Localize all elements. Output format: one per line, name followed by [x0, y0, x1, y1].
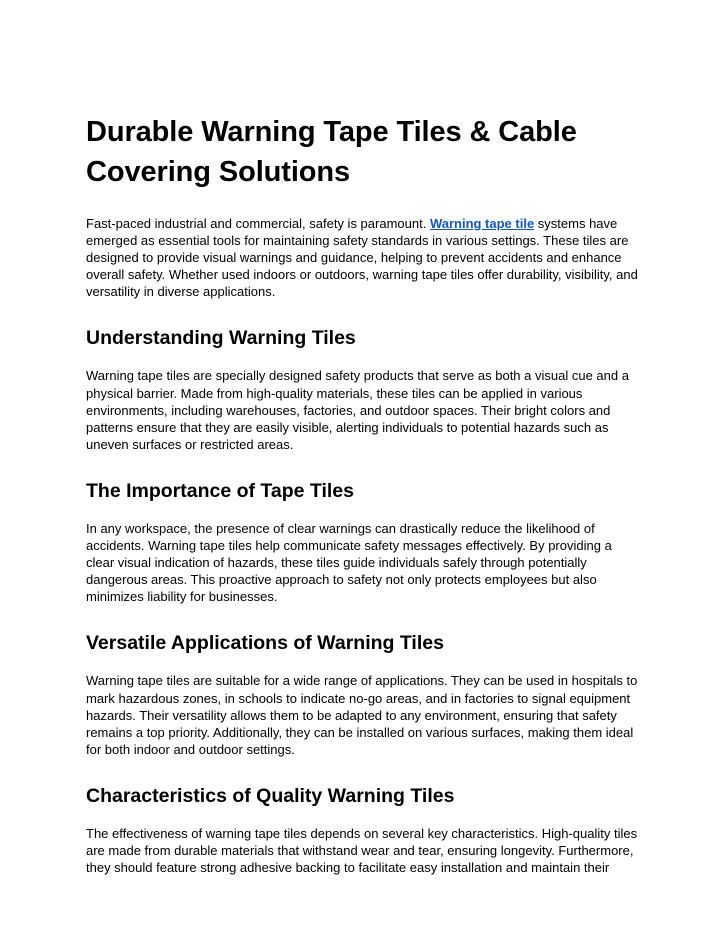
section-paragraph: In any workspace, the presence of clear warnings can drastically reduce the likelihood of accidents. Warning tape tiles help communicate safety messages effectively. By providing a clear visual indication of hazards, these tiles guide individuals safely through potentially dangerous areas. This proactive approach to safety not only protects employees but also minimizes liability for businesses.	[86, 520, 612, 605]
section-heading: Characteristics of Quality Warning Tiles	[86, 784, 455, 807]
section-characteristics-quality-tiles	[86, 783, 640, 876]
section-heading: Understanding Warning Tiles	[86, 327, 356, 350]
page-title: Durable Warning Tape Tiles & Cable Covering Solutions	[86, 116, 577, 188]
section-paragraph: Warning tape tiles are specially designed safety products that serve as both a visual cue and a physical barrier. Made from high-quality materials, these tiles can be applied in various environments, including warehouses, factories, and outdoor spaces. Their bright colors and patterns ensure that they are easily visible, alerting individuals to potential hazards such as uneven surfaces or restricted areas.	[86, 368, 629, 452]
section-importance-of-tape-tiles	[86, 478, 640, 605]
intro-text-before-link: Fast-paced industrial and commercial, safety is paramount.	[86, 216, 430, 231]
section-understanding-warning-tiles	[86, 325, 640, 452]
warning-tape-tile-link[interactable]: Warning tape tile	[429, 216, 535, 231]
intro-text-after-link: systems have emerged as essential tools for maintaining safety standards in various settings. These tiles are designed to provide visual warnings and guidance, helping to prevent accidents and enhance overall safety. Whether used indoors or outdoors, warning tape tiles offer durability, visibility, and versatility in diverse applications.	[86, 216, 638, 300]
section-paragraph: The effectiveness of warning tape tiles depends on several key characteristics. High-quality tiles are made from durable materials that withstand wear and tear, ensuring longevity. Furthermore, they should feature strong adhesive backing to facilitate easy installation and maintain their	[86, 825, 638, 876]
section-heading: Versatile Applications of Warning Tiles	[86, 632, 444, 655]
section-paragraph: Warning tape tiles are suitable for a wide range of applications. They can be used in hospitals to mark hazardous zones, in schools to indicate no-go areas, and in factories to signal equipment hazards. Their versatility allows them to be adapted to any environment, ensuring that safety remains a top priority. Additionally, they can be installed on various surfaces, making them ideal for both indoor and outdoor settings.	[86, 673, 638, 757]
intro-paragraph	[86, 215, 640, 300]
section-heading: The Importance of Tape Tiles	[86, 479, 355, 502]
section-versatile-applications	[86, 630, 640, 757]
